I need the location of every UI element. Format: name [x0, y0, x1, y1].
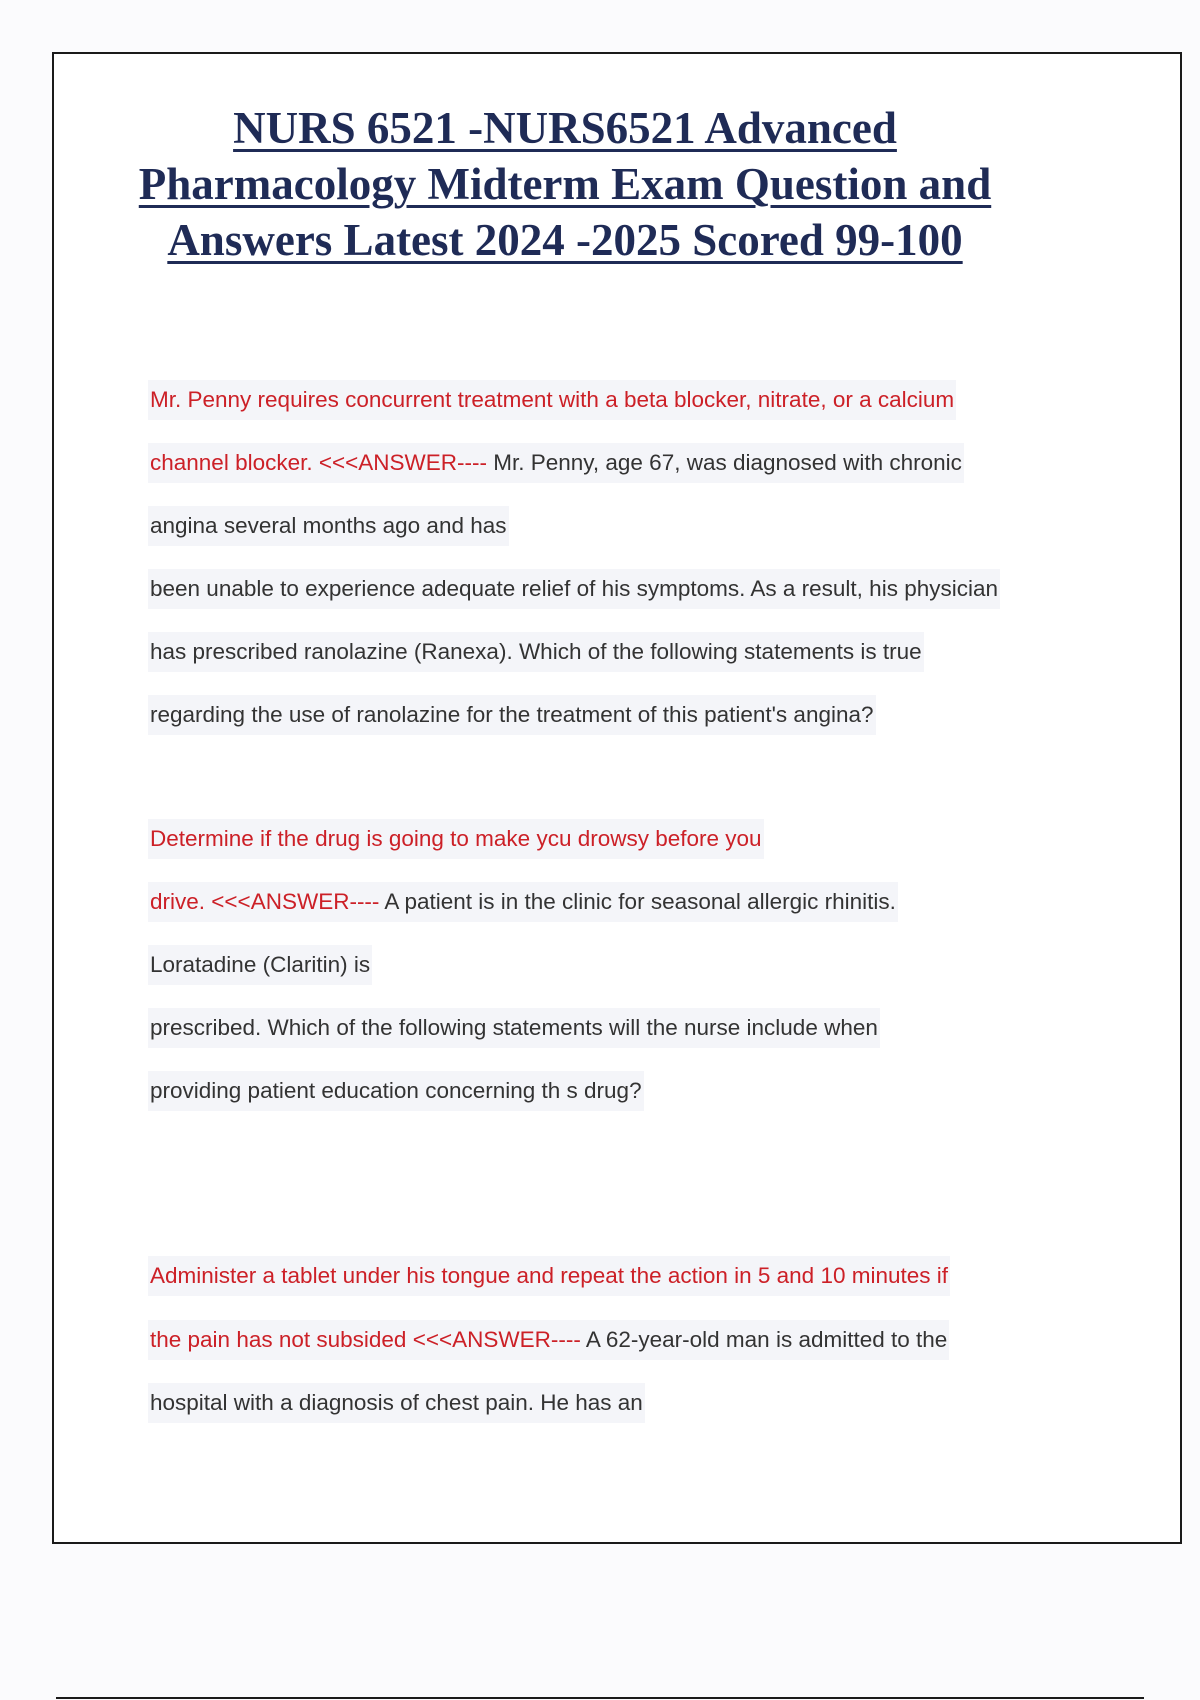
answer-text: Determine if the drug is going to make ycu drowsy before you [150, 826, 762, 851]
question-text: has prescribed ranolazine (Ranexa). Which of the following statements is true [150, 639, 922, 664]
question-text: providing patient education concerning th s drug? [150, 1078, 642, 1103]
question-text: A patient is in the clinic for seasonal allergic rhinitis. [379, 889, 896, 914]
document-title [80, 100, 1050, 268]
title-line: Pharmacology Midterm Exam Question and [138, 159, 992, 209]
question-text: hospital with a diagnosis of chest pain. He has an [150, 1390, 643, 1415]
qa-line [148, 1383, 645, 1423]
question-text: angina several months ago and has [150, 513, 507, 538]
qa-line [148, 945, 372, 985]
answer-text: drive. <<<ANSWER---- [150, 889, 380, 914]
qa-line [148, 1320, 949, 1360]
qa-line [148, 632, 924, 672]
question-text: been unable to experience adequate relief of his symptoms. As a result, his physician [150, 576, 998, 601]
question-text: prescribed. Which of the following statements will the nurse include when [150, 1015, 878, 1040]
question-text: regarding the use of ranolazine for the treatment of this patient's angina? [150, 702, 874, 727]
qa-line [148, 1256, 950, 1296]
qa-line [148, 380, 956, 420]
title-line: NURS 6521 -NURS6521 Advanced [233, 103, 897, 153]
qa-line [148, 695, 876, 735]
question-text: A 62-year-old man is admitted to the [580, 1327, 948, 1352]
answer-text: channel blocker. <<<ANSWER---- [150, 450, 488, 475]
qa-line [148, 1071, 644, 1111]
qa-line [148, 882, 898, 922]
qa-line [148, 819, 764, 859]
title-line: Answers Latest 2024 -2025 Scored 99-100 [167, 215, 963, 265]
qa-line [148, 443, 964, 483]
qa-line [148, 506, 509, 546]
answer-text: Administer a tablet under his tongue and repeat the action in 5 and 10 minutes if [150, 1263, 949, 1288]
question-text: Loratadine (Claritin) is [150, 952, 371, 977]
answer-text: the pain has not subsided <<<ANSWER---- [150, 1327, 581, 1352]
question-text: Mr. Penny, age 67, was diagnosed with chronic [487, 450, 962, 475]
qa-line [148, 1008, 880, 1048]
answer-text: Mr. Penny requires concurrent treatment with a beta blocker, nitrate, or a calcium [150, 387, 955, 412]
footer-divider [56, 1697, 1144, 1699]
qa-line [148, 569, 1000, 609]
